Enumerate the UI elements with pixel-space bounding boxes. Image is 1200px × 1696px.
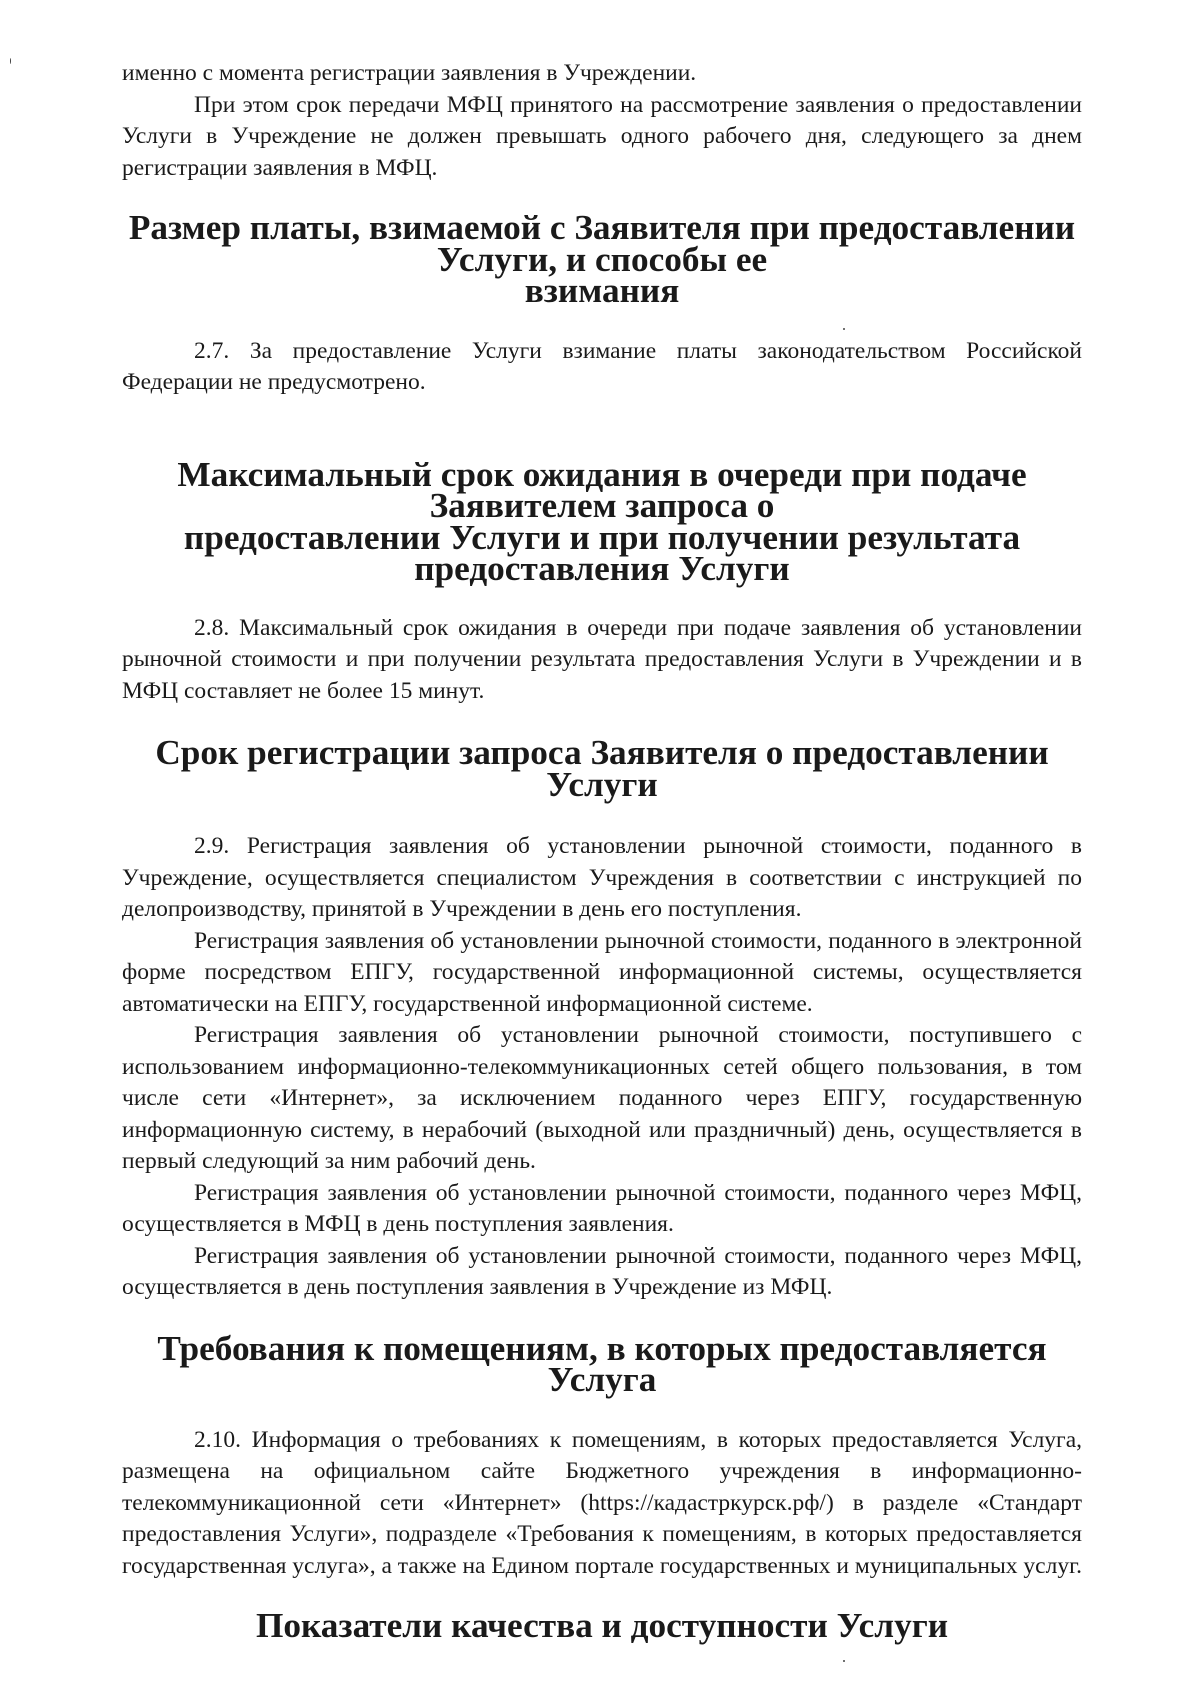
scan-speck [843,328,845,330]
heading-quality-indicators [122,1606,1082,1645]
paragraph-registration-mfc: Регистрация заявления об установлении рыночной стоимости, поданного через МФЦ, осуществляется в МФЦ в день поступления заявления. [122,1179,1082,1237]
paragraph-registration-electronic: Регистрация заявления об установлении рыночной стоимости, поданного в электронной форме посредством ЕПГУ, государственной информационной системы, осуществляется автоматически на ЕПГУ, государственной информационной системе. [122,927,1082,1017]
heading-fee-size [122,208,1082,310]
heading-line: взимания [524,271,680,310]
heading-registration-term [122,733,1082,804]
heading-line: Размер платы, взимаемой с Заявителя при предоставлении Услуги, и способы ее [128,208,1076,279]
heading-line: Срок регистрации запроса Заявителя о предоставлении Услуги [155,733,1049,804]
paragraph-continuation: именно с момента регистрации заявления в Учреждении. [122,60,697,86]
scan-speck [10,58,11,64]
paragraph-2-7: 2.7. За предоставление Услуги взимание платы законодательством Российской Федерации не предусмотрено. [122,337,1082,395]
heading-premises-requirements [122,1328,1082,1399]
heading-line: предоставлении Услуги и при получении результата [183,517,1021,557]
paragraph-registration-mfc-institution: Регистрация заявления об установлении рыночной стоимости, поданного через МФЦ, осуществляется в день поступления заявления в Учреждение из МФЦ. [122,1242,1082,1300]
paragraph-registration-internet: Регистрация заявления об установлении рыночной стоимости, поступившего с использованием информационно-телекоммуникационных сетей общего пользования, в том числе сети «Интернет», за исключением поданного через ЕПГУ, государственную информационную систему, в нерабочий (выходной или праздничный) день, осуществляется в первый следующий за ним рабочий день. [122,1022,1082,1174]
heading-max-queue-time [122,454,1082,588]
heading-line: Максимальный срок ожидания в очереди при подаче Заявителем запроса о [177,454,1027,525]
paragraph-2-9: 2.9. Регистрация заявления об установлении рыночной стоимости, поданного в Учреждение, осуществляется специалистом Учреждения в соответствии с инструкцией по делопроизводству, принятой в Учреждении в день его поступления. [122,833,1082,922]
heading-line: Требования к помещениям, в которых предоставляется Услуга [157,1328,1047,1399]
paragraph-mfc-transfer-term: При этом срок передачи МФЦ принятого на рассмотрение заявления о предоставлении Услуги в Учреждение не должен превышать одного рабочего дня, следующего за днем регистрации заявления в МФЦ. [122,91,1082,181]
paragraph-2-8: 2.8. Максимальный срок ожидания в очереди при подаче заявления об установлении рыночной стоимости и при получении результата предоставления Услуги в Учреждении и в МФЦ составляет не более 15 минут. [122,614,1082,704]
scan-speck [843,1660,845,1662]
heading-line: Показатели качества и доступности Услуги [255,1606,949,1645]
document-page [122,58,1082,1645]
paragraph-2-10: 2.10. Информация о требованиях к помещениям, в которых предоставляется Услуга, размещена на официальном сайте Бюджетного учреждения в информационно-телекоммуникационной сети «Интернет» (https://кадастркурск.рф/) в разделе «Стандарт предоставления Услуги», подразделе «Требования к помещениям, в которых предоставляется государственная услуга», а также на Едином портале государственных и муниципальных услуг. [122,1426,1082,1579]
heading-line: предоставления Услуги [414,549,790,588]
